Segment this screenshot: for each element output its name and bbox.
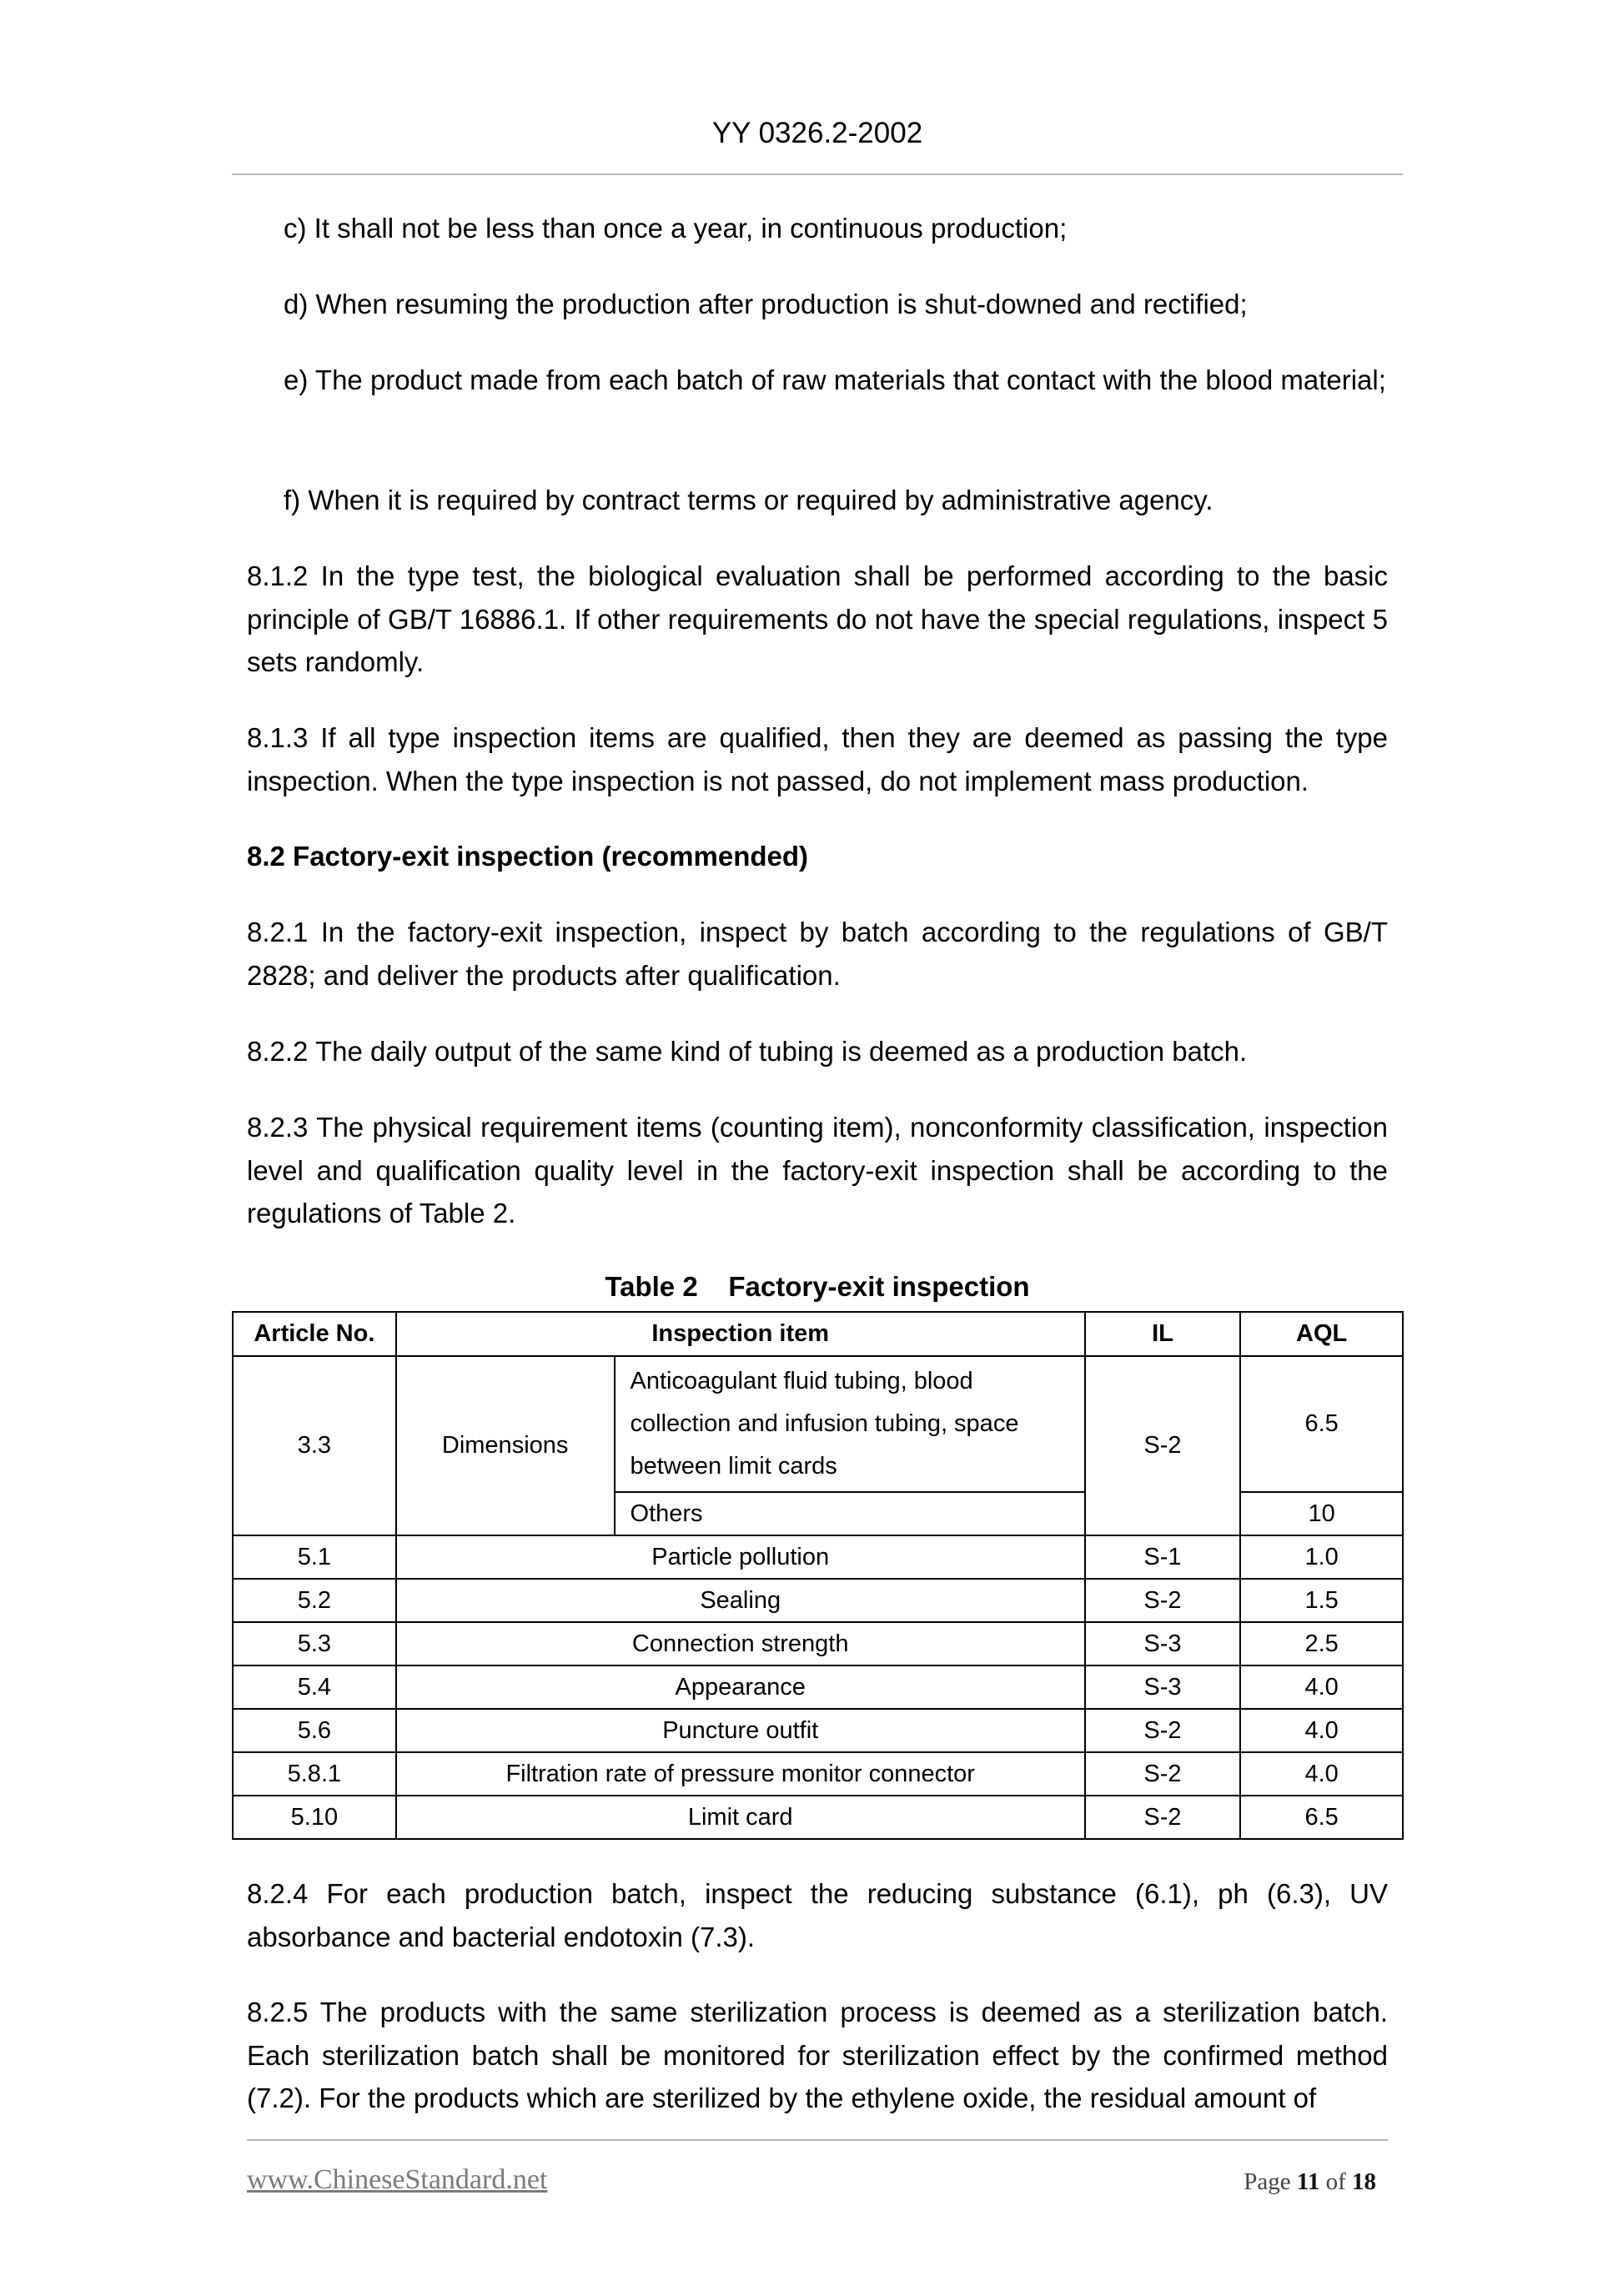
header-divider <box>232 173 1403 175</box>
table-row <box>233 1356 1403 1492</box>
row-aql: 4.0 <box>1240 1665 1403 1709</box>
table-row <box>233 1796 1403 1839</box>
row-inspection-item: Limit card <box>396 1796 1085 1839</box>
inspection-table <box>232 1311 1404 1840</box>
header-inspection-item: Inspection item <box>396 1312 1085 1356</box>
table-row <box>233 1579 1403 1622</box>
row-inspection-item: Connection strength <box>396 1622 1085 1665</box>
page-number <box>1244 2165 1376 2198</box>
table-row <box>233 1622 1403 1665</box>
section-heading-8-2: 8.2 Factory-exit inspection (recommended) <box>247 841 809 872</box>
row-aql: 1.0 <box>1240 1535 1403 1579</box>
dimensions-label: Dimensions <box>396 1356 615 1535</box>
page-prefix: Page <box>1244 2168 1291 2195</box>
list-item-e: e) The product made from each batch of raw materials that contact with the blood material; <box>284 364 1386 395</box>
list-item-d: d) When resuming the production after production is shut-downed and rectified; <box>284 289 1248 319</box>
paragraph-8-2-4: 8.2.4 For each production batch, inspect the reducing substance (6.1), ph (6.3), UV absorbance and bacterial endotoxin (7.3). <box>247 1878 1388 1952</box>
dimensions-subitem-tubing: Anticoagulant fluid tubing, blood collection and infusion tubing, space between limit cards <box>615 1356 1085 1492</box>
row-article-no: 5.8.1 <box>233 1752 396 1796</box>
dimensions-subitem-others: Others <box>615 1492 1085 1535</box>
row-il: S-2 <box>1085 1752 1241 1796</box>
document-code-header: YY 0326.2-2002 <box>711 117 923 149</box>
dimensions-subitem-tubing-aql: 6.5 <box>1240 1356 1403 1492</box>
list-item-f: f) When it is required by contract terms or required by administrative agency. <box>284 485 1213 515</box>
table-header-row <box>233 1312 1403 1356</box>
footer-divider <box>247 2139 1388 2141</box>
paragraph-8-2-2: 8.2.2 The daily output of the same kind of tubing is deemed as a production batch. <box>247 1036 1248 1067</box>
row-aql: 2.5 <box>1240 1622 1403 1665</box>
table-row <box>233 1709 1403 1752</box>
row-aql: 4.0 <box>1240 1752 1403 1796</box>
row-aql: 6.5 <box>1240 1796 1403 1839</box>
table-row <box>233 1535 1403 1579</box>
paragraph-8-1-2: 8.1.2 In the type test, the biological evaluation shall be performed according to the basic principle of GB/T 16886.1. If other requirements do not have the special regulations, inspect 5 sets randomly. <box>247 560 1388 677</box>
list-item-c: c) It shall not be less than once a year, in continuous production; <box>284 213 1068 244</box>
row-il: S-2 <box>1085 1579 1241 1622</box>
row-il: S-2 <box>1085 1709 1241 1752</box>
paragraph-8-2-1: 8.2.1 In the factory-exit inspection, inspect by batch according to the regulations of GB/T 2828; and deliver the products after qualification. <box>247 917 1388 991</box>
footer-website-link[interactable]: www.ChineseStandard.net <box>247 2164 548 2195</box>
table-row <box>233 1665 1403 1709</box>
row-article-no: 5.2 <box>233 1579 396 1622</box>
row-aql: 4.0 <box>1240 1709 1403 1752</box>
row-article-no: 5.10 <box>233 1796 396 1839</box>
row-aql: 1.5 <box>1240 1579 1403 1622</box>
table-title: Table 2 Factory-exit inspection <box>605 1271 1030 1302</box>
row-il: S-2 <box>1085 1796 1241 1839</box>
page-total: 18 <box>1352 2168 1376 2195</box>
row-article-no: 5.6 <box>233 1709 396 1752</box>
row-inspection-item: Appearance <box>396 1665 1085 1709</box>
row-il: S-3 <box>1085 1665 1241 1709</box>
table-row <box>233 1752 1403 1796</box>
paragraph-8-1-3: 8.1.3 If all type inspection items are qualified, then they are deemed as passing the type inspection. When the type inspection is not passed, do not implement mass production. <box>247 722 1388 796</box>
row-inspection-item: Puncture outfit <box>396 1709 1085 1752</box>
dimensions-il: S-2 <box>1085 1356 1241 1535</box>
row-inspection-item: Sealing <box>396 1579 1085 1622</box>
paragraph-8-2-3: 8.2.3 The physical requirement items (counting item), nonconformity classification, inspection level and qualification quality level in the factory-exit inspection shall be according to the regulations of Table 2. <box>247 1112 1388 1228</box>
row-il: S-3 <box>1085 1622 1241 1665</box>
row-inspection-item: Filtration rate of pressure monitor connector <box>396 1752 1085 1796</box>
dimensions-subitem-others-aql: 10 <box>1240 1492 1403 1535</box>
row-il: S-1 <box>1085 1535 1241 1579</box>
page-current: 11 <box>1296 2168 1320 2195</box>
header-il: IL <box>1085 1312 1241 1356</box>
dimensions-article-no: 3.3 <box>233 1356 396 1535</box>
header-aql: AQL <box>1240 1312 1403 1356</box>
row-inspection-item: Particle pollution <box>396 1535 1085 1579</box>
row-article-no: 5.4 <box>233 1665 396 1709</box>
paragraph-8-2-5: 8.2.5 The products with the same sterilization process is deemed as a sterilization batch. Each sterilization batch shall be monitored for sterilization effect by the confirmed method (7.2). For the products which are sterilized by the ethylene oxide, the residual amount of <box>247 1997 1388 2113</box>
page-of: of <box>1325 2168 1346 2195</box>
header-article-no: Article No. <box>233 1312 396 1356</box>
row-article-no: 5.1 <box>233 1535 396 1579</box>
row-article-no: 5.3 <box>233 1622 396 1665</box>
